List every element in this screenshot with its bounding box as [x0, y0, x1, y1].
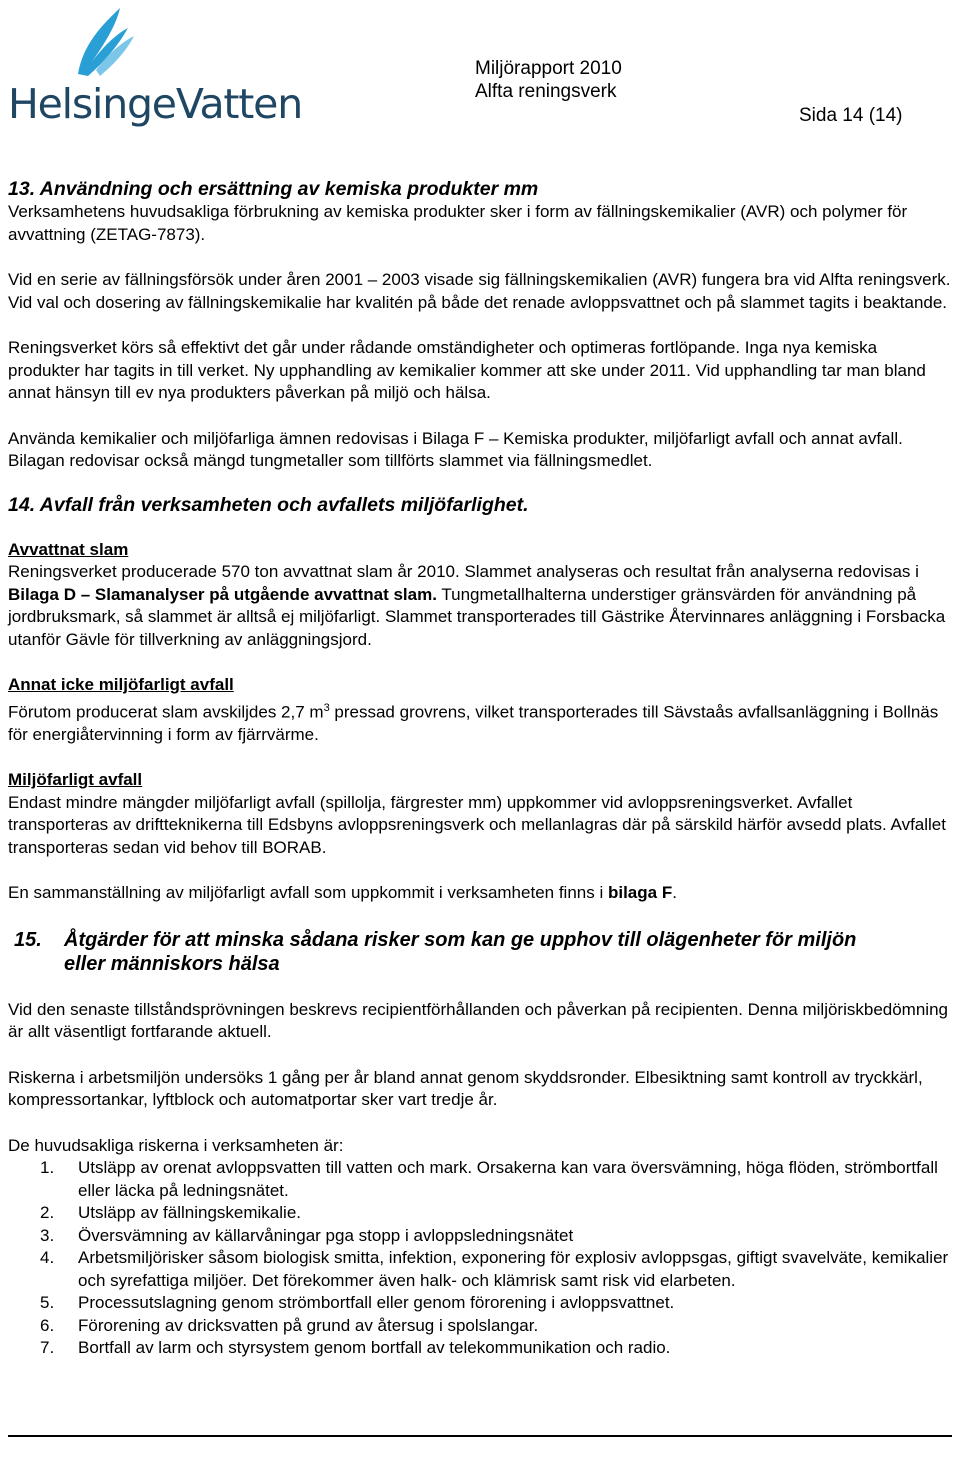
section-13-heading: 13. Användning och ersättning av kemiska produkter mm: [8, 178, 539, 200]
summary-paragraph: En sammanställning av miljöfarligt avfall som uppkommit i verksamheten finns i bilaga F.: [8, 883, 677, 903]
annat-avfall-subheading: Annat icke miljöfarligt avfall: [8, 675, 234, 694]
section-15-paragraph-2: Riskerna i arbetsmiljön undersöks 1 gång per år bland annat genom skyddsronder. Elbesiktning samt kontroll av tryckkärl, kompressortankar, lyftblock och automatportar sker vart tredje år.: [8, 1067, 923, 1110]
list-item: 7. Bortfall av larm och styrsystem genom bortfall av telekommunikation och radio.: [40, 1338, 671, 1358]
footer-divider: [8, 1435, 952, 1437]
helsingevatten-logo: [8, 4, 302, 128]
annat-avfall-paragraph: Förutom producerat slam avskiljdes 2,7 $m^3$ pressad grovrens, vilket transporterades till Sävstaås avfallsanläggning i Bollnäs för energiåtervinning i form av fjärrvärme.: [8, 701, 939, 744]
section-15-paragraph-1: Vid den senaste tillståndsprövningen beskrevs recipientförhållanden och påverkan på recipienten. Denna miljöriskbedömning är allt väsentligt fortfarande aktuell.: [8, 999, 948, 1042]
slam-paragraph: Reningsverket producerade 570 ton avvattnat slam år 2010. Slammet analyseras och resultat från analyserna redovisas i Bilaga D – Slamanalyser på utgående avvattnat slam. Tungmetallhalterna understiger gränsvärden för användning på jordbruksmark, så slammet är alltså ej miljöfarligt. Slammet transporterades till Gästrike Återvinnares anläggning i Forsbacka utanför Gävle för tillverkning av anläggningsjord.: [8, 562, 946, 649]
list-item: 3. Översvämning av källarvåningar pga stopp i avloppsledningsnätet: [40, 1225, 574, 1245]
section-13-paragraph-2: Vid en serie av fällningsförsök under åren 2001 – 2003 visade sig fällningskemikalien (AVR) fungera bra vid Alfta reningsverk. Vid val och dosering av fällningskemikalie har kvalitén på både det renade avloppsvattnet och på slammet tagits i beaktande.: [8, 270, 951, 312]
miljofarligt-avfall-subheading: Miljöfarligt avfall: [8, 770, 143, 790]
miljofarligt-avfall-paragraph: Endast mindre mängder miljöfarligt avfall (spillolja, färgrester mm) uppkommer vid avloppsreningsverket. Avfallet transporteras av driftteknikerna till Edsbyns avloppsreningsverk och mellanlagras där på särskild härför avsedd plats. Avfallet transporteras sedan vid behov till BORAB.: [8, 792, 946, 857]
page-number: Sida 14 (14): [799, 105, 903, 126]
logo-wordmark: HelsingeVatten: [8, 80, 302, 128]
bilaga-f-reference: bilaga F: [607, 883, 673, 903]
bilaga-d-reference: Bilaga D – Slamanalyser på utgående avvattnat slam.: [8, 584, 437, 604]
list-item: 2. Utsläpp av fällningskemikalie.: [40, 1203, 301, 1223]
section-15-heading: 15. Åtgärder för att minska sådana risker som kan ge upphov till olägenheter för miljön eller människors hälsa: [14, 928, 857, 976]
list-item: 5. Processutslagning genom strömbortfall eller genom förorening i avloppsvattnet.: [40, 1293, 675, 1313]
plant-name: Alfta reningsverk: [475, 81, 617, 102]
slam-subheading: Avvattnat slam: [8, 539, 129, 559]
section-13-paragraph-1: Verksamhetens huvudsakliga förbrukning av kemiska produkter sker i form av fällningskemikalier (AVR) och polymer för avvattning (ZETAG-7873).: [8, 202, 908, 244]
report-title: Miljörapport 2010: [475, 58, 622, 79]
section-13-paragraph-3: Reningsverket körs så effektivt det går under rådande omständigheter och optimeras fortlöpande. Inga nya kemiska produkter har tagits in till verket. Ny upphandling av kemikalier kommer att ske under 2011. Vid upphandling tar man bland annat hänsyn till ev nya produkters påverkan på miljö och hälsa.: [8, 338, 926, 402]
list-item: 4. Arbetsmiljörisker såsom biologisk smitta, infektion, exponering för explosiv avloppsgas, giftigt svavelväte, kemikalier och syrefattiga miljöer. Det förekommer även halk- och klämrisk samt risk vid elarbeten.: [40, 1248, 949, 1290]
document-body: [8, 178, 952, 1360]
risk-list: [8, 1157, 952, 1360]
list-item: 1. Utsläpp av orenat avloppsvatten till vatten och mark. Orsakerna kan vara översvämning, höga flöden, strömbortfall eller läcka på ledningsnätet.: [40, 1158, 938, 1200]
section-14-heading: 14. Avfall från verksamheten och avfallets miljöfarlighet.: [8, 493, 529, 516]
section-13-paragraph-4: Använda kemikalier och miljöfarliga ämnen redovisas i Bilaga F – Kemiska produkter, miljöfarligt avfall och annat avfall. Bilagan redovisar också mängd tungmetaller som tillförts slammet via fällningsmedlet.: [8, 428, 903, 470]
risk-list-intro: De huvudsakliga riskerna i verksamheten är:: [8, 1135, 344, 1155]
list-item: 6. Förorening av dricksvatten på grund av återsug i spolslangar.: [40, 1315, 539, 1335]
